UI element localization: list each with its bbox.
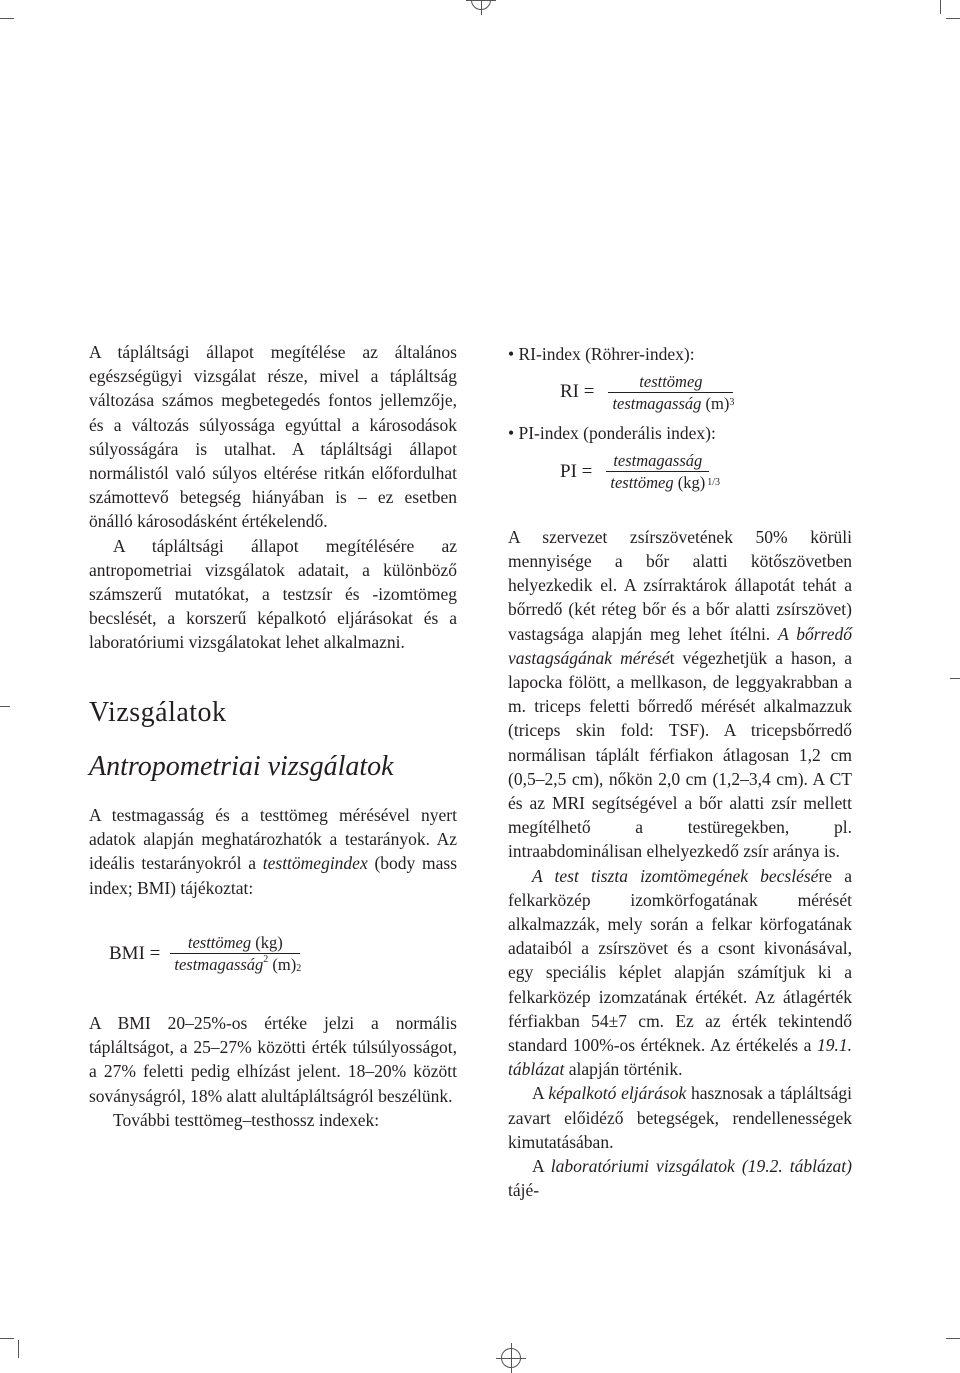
pi-formula — [560, 449, 852, 495]
right-column — [508, 342, 852, 1203]
paragraph: A BMI 20–25%-os értéke jelzi a normális tápláltságot, a 25–27% közötti érték túlsúlyosságot, a 27% feletti pedig elhízást jelent. 18–20% között soványságról, 18% alatt alultápláltságról beszélünk. — [89, 1013, 457, 1106]
paragraph: A tápláltsági állapot megítélésére az antropometriai vizsgálatok adatait, a különböző számszerű mutatókat, a testzsír és -izomtömeg becslését, a korszerű képalkotó eljárásokat és a laboratóriumi vizsgálatokat lehet alkalmazni. — [89, 535, 457, 653]
paragraph: A tápláltsági állapot megítélése az általános egészségügyi vizsgálat része, mivel a tápláltság változása számos megbetegedés fontos jellemzője, és a változás súlyossága egyúttal a károsodások súlyosságára is utalhat. A tápláltsági állapot normálistól való súlyos eltérése ritkán előfordulhat számottevő betegség hiányában is – ez esetben önálló károsodásként értékelendő. — [89, 342, 457, 532]
numerator-term: testmagasság — [613, 451, 703, 471]
bullet-item: • RI-index (Röhrer-index): — [508, 344, 695, 364]
crop-mark — [0, 18, 14, 19]
exponent: 3 — [729, 397, 735, 409]
crop-mark — [940, 0, 941, 14]
paragraph — [508, 525, 852, 864]
text-run: A — [532, 1156, 551, 1177]
denominator — [170, 953, 300, 975]
denominator-term: testmagasság — [174, 955, 264, 975]
text-run-italic: laboratóriumi vizsgálatok (19.2. táblázat) — [550, 1156, 852, 1177]
text-run: (body mass index; BMI) tájékoztat: — [89, 853, 458, 898]
fraction — [606, 450, 709, 493]
text-run-italic: testtömegindex — [262, 853, 368, 874]
text-run: A — [532, 1083, 549, 1104]
text-run: tájé- — [508, 1180, 540, 1201]
paragraph — [89, 803, 457, 900]
text-run-italic: A test tiszta izomtömegének becslésé — [532, 865, 819, 886]
numerator — [609, 450, 706, 471]
fraction — [608, 371, 733, 414]
denominator-term: testmagasság — [612, 393, 702, 413]
paragraph — [508, 1081, 852, 1154]
formula-label: RI = — [560, 381, 595, 403]
crop-mark — [0, 706, 10, 707]
text-run: re a felkarközép izomkörfogatának mérését alkalmazzák, mely során a felkar körfogatának adataiból a zsírszövet és a csont kivonásával, egy speciális képlet alapján számítjuk ki a felkarközép izomzatának értékét. Az átlagérték férfiakban 54±7 cm. Ez az érték tekintendő standard 100%-os értéknek. Az értékelés a — [508, 865, 852, 1056]
text-run-italic: A bőrredő vastagságának mérésé — [508, 623, 852, 668]
denominator-unit: (m) — [701, 393, 730, 413]
exponent: 2 — [263, 954, 269, 966]
paragraph: További testtömeg–testhossz indexek: — [113, 1109, 380, 1130]
paragraph — [508, 864, 852, 1082]
exponent: 1/3 — [707, 476, 721, 488]
crop-mark — [18, 1340, 19, 1358]
numerator-term: testtömeg — [187, 933, 252, 953]
formula-label: BMI = — [109, 942, 161, 964]
denominator — [606, 471, 709, 493]
formula-label: PI = — [560, 460, 593, 482]
crop-mark — [946, 18, 960, 19]
registration-mark-top — [471, 0, 491, 10]
crop-mark — [946, 1338, 960, 1339]
fraction — [170, 932, 300, 975]
text-run-italic: 19.1. táblázat — [508, 1035, 852, 1080]
registration-mark-bottom — [501, 1348, 521, 1368]
paragraph — [508, 1154, 852, 1202]
denominator — [608, 392, 733, 414]
left-column — [89, 340, 457, 1132]
section-heading: Vizsgálatok — [89, 696, 227, 728]
numerator-unit: (kg) — [251, 933, 283, 953]
text-run: A testmagasság és a testtömeg mérésével nyert adatok alapján meghatározhatók a testarányok. Az ideális testarányokról a — [89, 805, 457, 874]
crop-mark — [0, 1338, 14, 1339]
text-run: A szervezet zsírszövetének 50% körüli mennyisége a bőr alatti kötőszövetben helyezkedik el. A zsírraktárok állapotát tehát a bőrredő (két réteg bőr és a bőr alatti zsírszövet) vastagsága alapján meg lehet ítélni. — [508, 526, 852, 644]
bmi-formula — [109, 927, 457, 981]
numerator — [184, 932, 287, 953]
text-run-italic: képalkotó eljárások — [548, 1083, 687, 1104]
numerator-term: testtömeg — [639, 371, 703, 391]
bullet-item: • PI-index (ponderális index): — [508, 423, 716, 444]
subsection-heading: Antropometriai vizsgálatok — [89, 750, 394, 782]
denominator-term: testtömeg — [610, 473, 674, 493]
ri-formula — [560, 369, 852, 415]
exponent: 2 — [296, 962, 302, 974]
text-run: t végezhetjük a hason, a lapocka fölött, a mellkason, de leggyakrabban a m. triceps feletti bőrredő mérését alkalmazzuk (triceps skin fold: TSF). A tricepsbőrredő normálisan táplált férfiakon átlagosan 1,2 cm (0,5–2,5 cm), nőkön 2,0 cm (1,2–3,4 cm). A CT és az MRI segítségével a bőr alatti zsír mellett megítélhető a testüregekben, pl. intraabdominálisan elhelyezkedő zsír aránya is. — [508, 647, 852, 862]
text-run: alapján történik. — [564, 1059, 683, 1080]
numerator — [635, 371, 706, 392]
denominator-unit: (kg) — [673, 473, 706, 493]
crop-mark — [950, 678, 960, 679]
denominator-unit: (m) — [268, 955, 297, 975]
text-run: hasznosak a tápláltsági zavart előidéző betegségek, rendellenességek kimutatásában. — [508, 1083, 852, 1152]
